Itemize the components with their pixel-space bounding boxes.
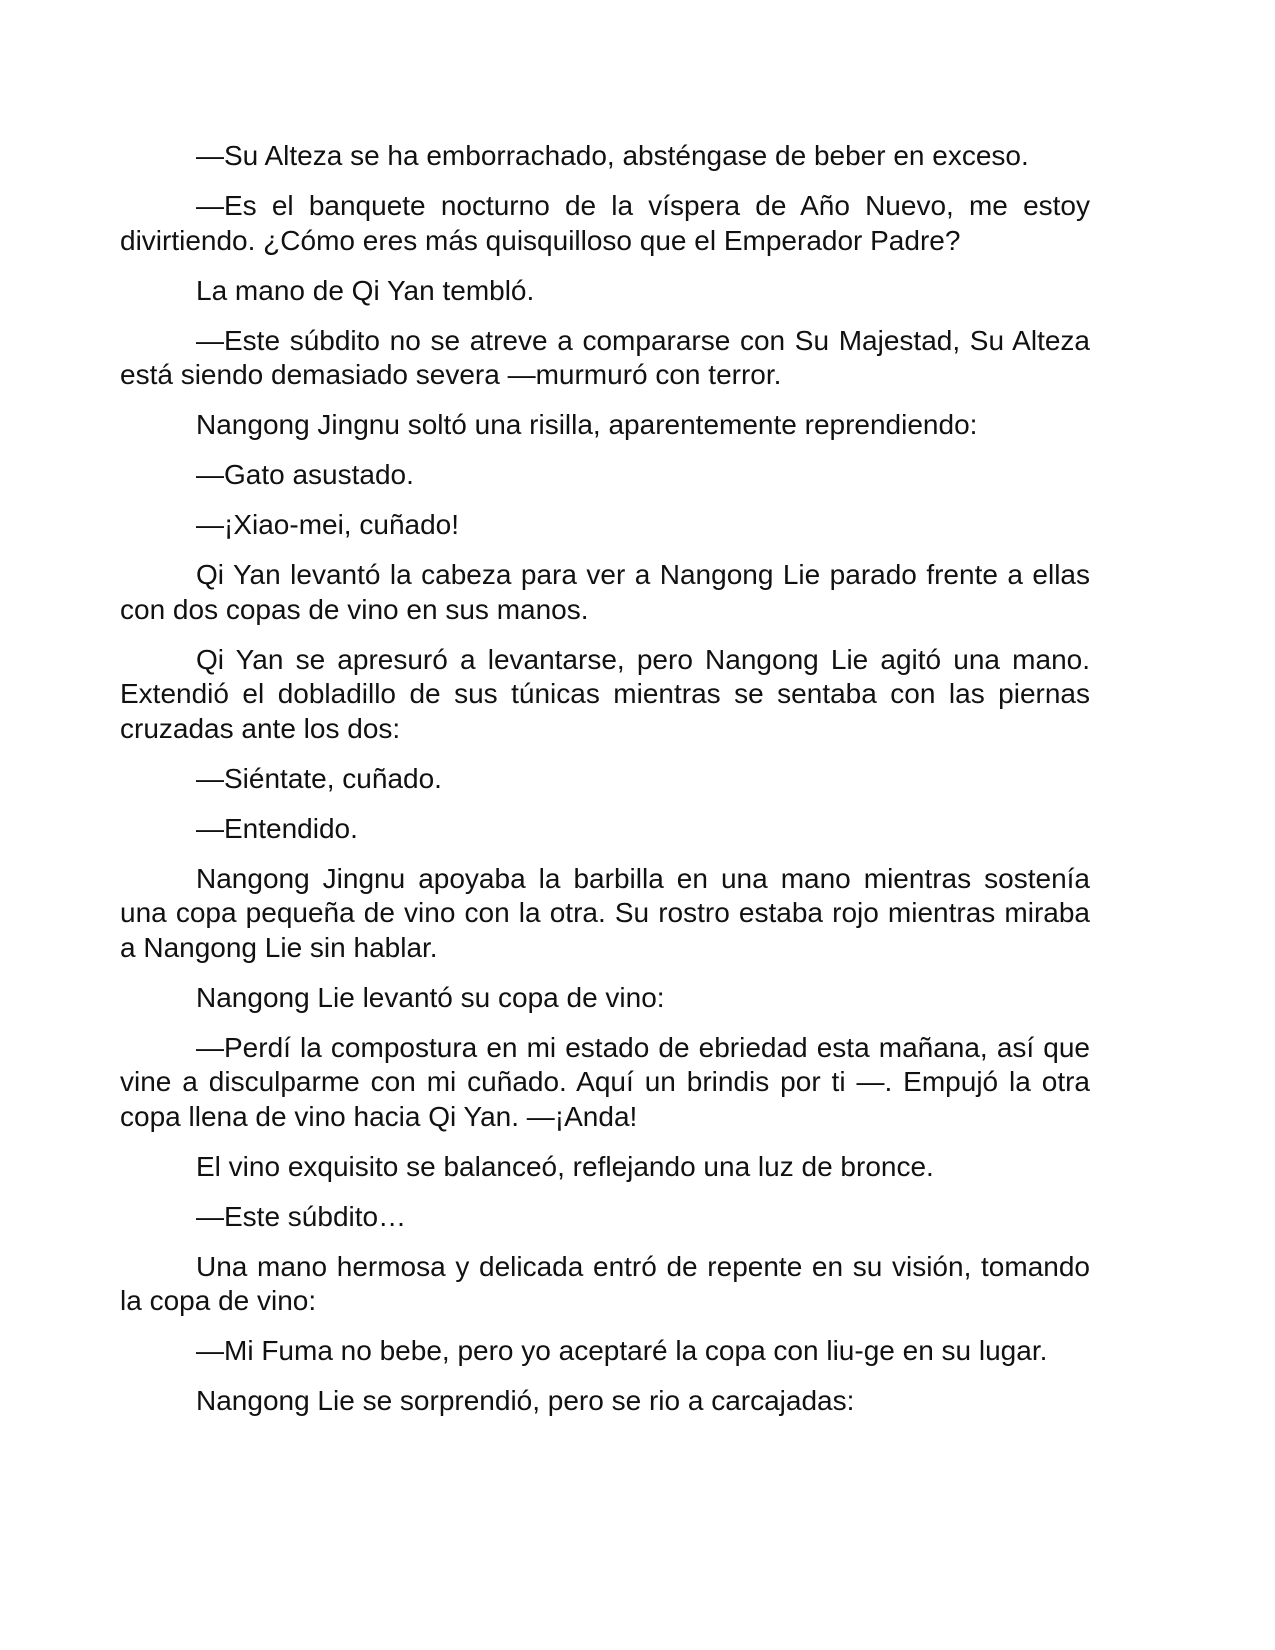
paragraph: Nangong Lie levantó su copa de vino: [196, 981, 665, 1013]
paragraph: Qi Yan se apresuró a levantarse, pero Nangong Lie agitó una mano. Extendió el dobladillo de sus túnicas mientras se sentaba con las piernas cruzadas ante los dos: [120, 643, 1090, 744]
paragraph: —¡Xiao-mei, cuñado! [196, 509, 460, 540]
paragraph: —Mi Fuma no bebe, pero yo aceptaré la copa con liu-ge en su lugar. [196, 1335, 1048, 1366]
paragraph: —Es el banquete nocturno de la víspera de Año Nuevo, me estoy divirtiendo. ¿Cómo eres más quisquilloso que el Emperador Padre? [120, 190, 1090, 256]
paragraph: Nangong Lie se sorprendió, pero se rio a carcajadas: [196, 1385, 855, 1416]
paragraph: —Siéntate, cuñado. [196, 762, 442, 794]
paragraph: —Este súbdito no se atreve a compararse con Su Majestad, Su Alteza está siendo demasiado severa —murmuró con terror. [120, 324, 1090, 390]
paragraph: —Su Alteza se ha emborrachado, absténgase de beber en exceso. [196, 140, 1029, 171]
paragraph: Qi Yan levantó la cabeza para ver a Nangong Lie parado frente a ellas con dos copas de vino en sus manos. [120, 559, 1090, 625]
paragraph: El vino exquisito se balanceó, reflejando una luz de bronce. [196, 1150, 934, 1182]
paragraph: Nangong Jingnu soltó una risilla, aparentemente reprendiendo: [196, 409, 978, 440]
paragraph: La mano de Qi Yan tembló. [196, 274, 535, 306]
paragraph: —Perdí la compostura en mi estado de ebriedad esta mañana, así que vine a disculparme con mi cuñado. Aquí un brindis por ti —. Empujó la otra copa llena de vino hacia Qi Yan. —¡Anda! [120, 1031, 1090, 1132]
paragraph: —Gato asustado. [196, 459, 414, 490]
paragraph: —Este súbdito… [196, 1200, 407, 1232]
paragraph: —Entendido. [196, 812, 358, 844]
paragraph: Nangong Jingnu apoyaba la barbilla en una mano mientras sostenía una copa pequeña de vino con la otra. Su rostro estaba rojo mientras miraba a Nangong Lie sin hablar. [120, 862, 1090, 963]
document-page [120, 139, 1090, 1434]
paragraph: Una mano hermosa y delicada entró de repente en su visión, tomando la copa de vino: [120, 1250, 1090, 1316]
